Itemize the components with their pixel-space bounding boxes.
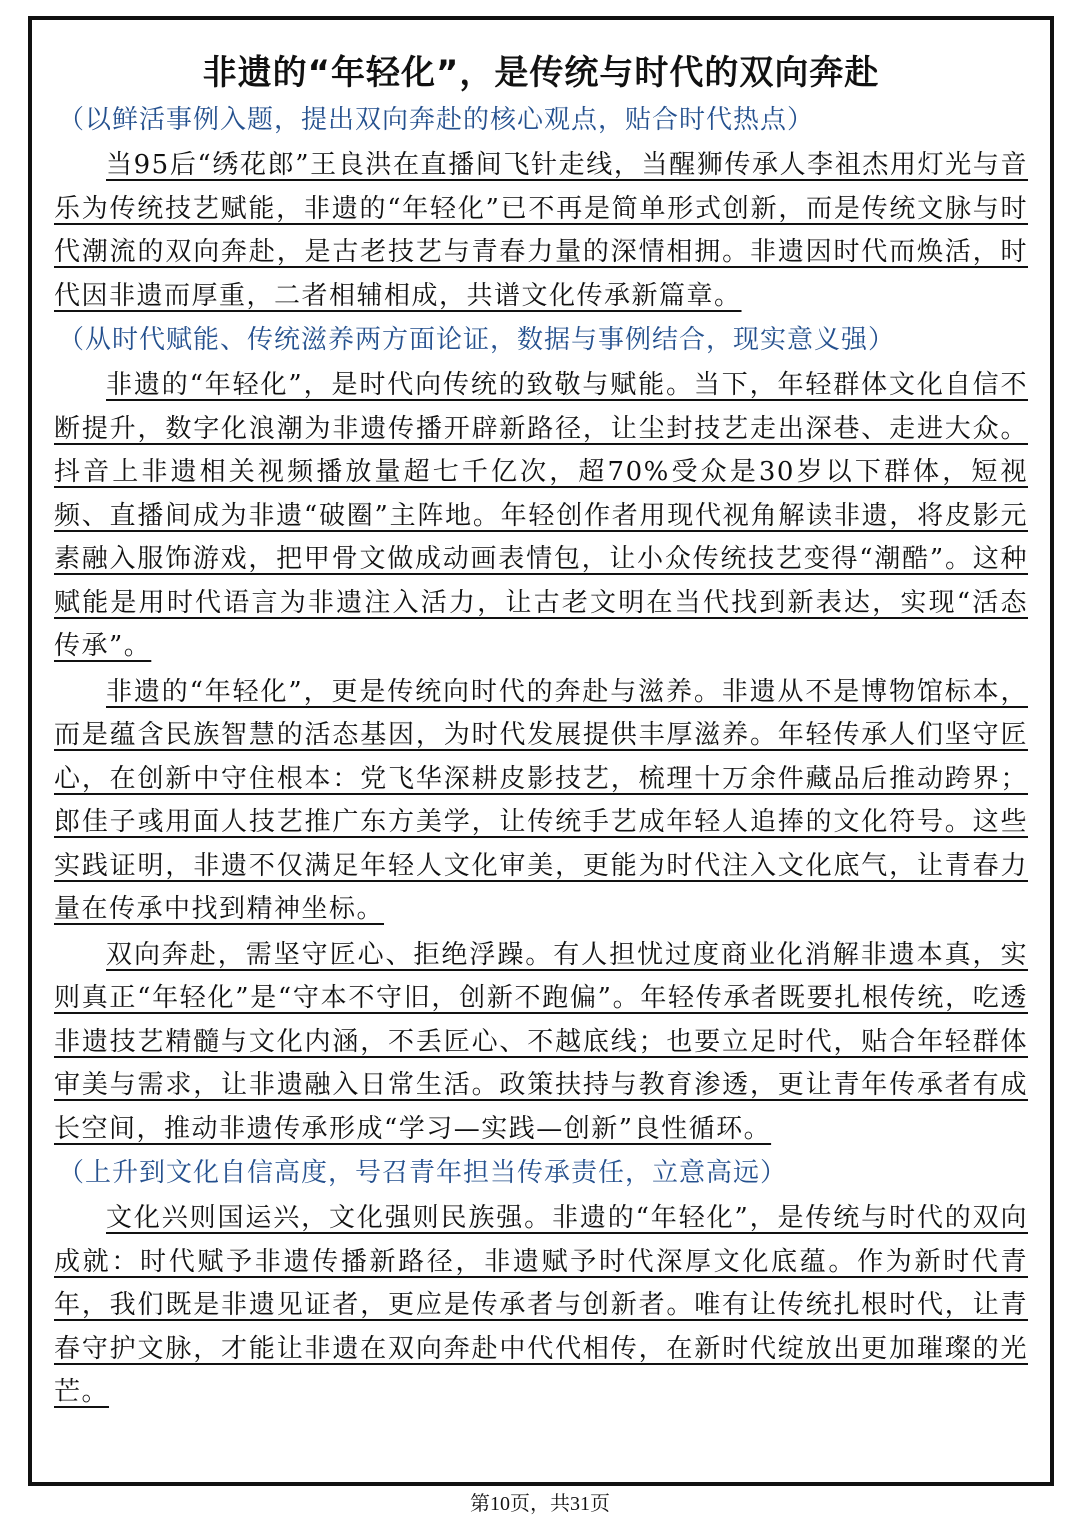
body-paragraph (54, 671, 1028, 932)
paragraph-text: 非遗的“年轻化”，更是传统向时代的奔赴与滋养。非遗从不是博物馆标本，而是蕴含民族智慧的活态基因，为时代发展提供丰厚滋养。年轻传承人们坚守匠心，在创新中守住根本：党飞华深耕皮影技艺，梳理十万余件藏品后推动跨界；郎佳子彧用面人技艺推广东方美学，让传统手艺成年轻人追捧的文化符号。这些实践证明，非遗不仅满足年轻人文化审美，更能为时代注入文化底气，让青春力量在传承中找到精神坐标。 (54, 676, 1028, 924)
document-frame (28, 16, 1054, 1486)
paragraph-text: 双向奔赴，需坚守匠心、拒绝浮躁。有人担忧过度商业化消解非遗本真，实则真正“年轻化”是“守本不守旧，创新不跑偏”。年轻传承者既要扎根传统，吃透非遗技艺精髓与文化内涵，不丢匠心、不越底线；也要立足时代，贴合年轻群体审美与需求，让非遗融入日常生活。政策扶持与教育渗透，更让青年传承者有成长空间，推动非遗传承形成“学习—实践—创新”良性循环。 (54, 939, 1028, 1144)
annotation-comment: （以鲜活事例入题，提出双向奔赴的核心观点，贴合时代热点） (58, 105, 815, 135)
page-number: 第10页，共31页 (470, 1493, 610, 1515)
paragraph-text: 非遗的“年轻化”，是时代向传统的致敬与赋能。当下，年轻群体文化自信不断提升，数字化浪潮为非遗传播开辟新路径，让尘封技艺走出深巷、走进大众。抖音上非遗相关视频播放量超七千亿次，超70%受众是30岁以下群体，短视频、直播间成为非遗“破圈”主阵地。年轻创作者用现代视角解读非遗，将皮影元素融入服饰游戏，把甲骨文做成动画表情包，让小众传统技艺变得“潮酷”。这种赋能是用时代语言为非遗注入活力，让古老文明在当代找到新表达，实现“活态传承”。 (54, 370, 1028, 661)
body-paragraph (54, 364, 1028, 669)
annotation-comment: （从时代赋能、传统滋养两方面论证，数据与事例结合，现实意义强） (58, 325, 896, 355)
paragraph-text: 文化兴则国运兴，文化强则民族强。非遗的“年轻化”，是传统与时代的双向成就：时代赋予非遗传播新路径，非遗赋予时代深厚文化底蕴。作为新时代青年，我们既是非遗见证者，更应是传承者与创新者。唯有让传统扎根时代，让青春守护文脉，才能让非遗在双向奔赴中代代相传，在新时代绽放出更加璀璨的光芒。 (54, 1203, 1028, 1407)
document-title: 非遗的“年轻化”，是传统与时代的双向奔赴 (202, 53, 880, 93)
annotation-comment: （上升到文化自信高度，号召青年担当传承责任，立意高远） (58, 1158, 788, 1188)
body-paragraph (54, 934, 1028, 1152)
body-paragraph (54, 1197, 1028, 1415)
paragraph-text: 当95后“绣花郎”王良洪在直播间飞针走线，当醒狮传承人李祖杰用灯光与音乐为传统技艺赋能，非遗的“年轻化”已不再是简单形式创新，而是传统文脉与时代潮流的双向奔赴，是古老技艺与青春力量的深情相拥。非遗因时代而焕活，时代因非遗而厚重，二者相辅相成，共谱文化传承新篇章。 (54, 150, 1028, 311)
body-paragraph (54, 144, 1028, 318)
